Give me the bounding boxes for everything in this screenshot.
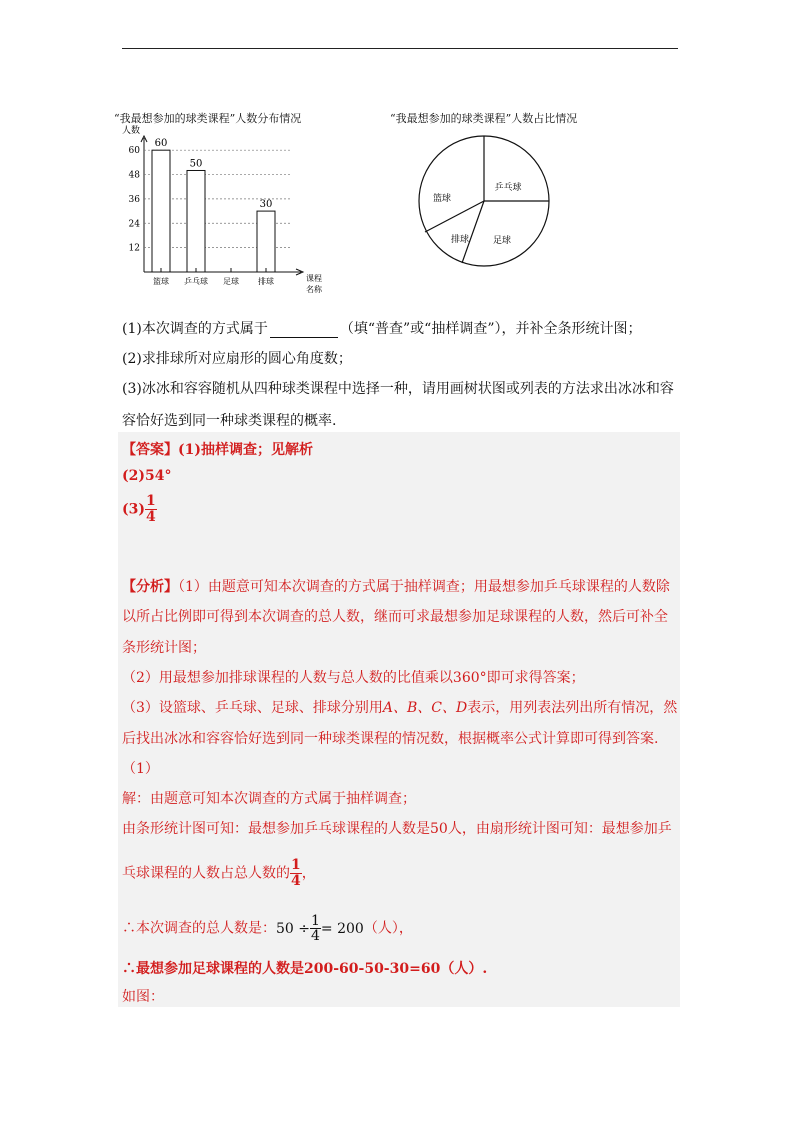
analysis-p3-part-b: 表示，用列表法列出所有情况，然 — [467, 700, 678, 716]
bar-2 — [187, 170, 205, 272]
solution-1-fraction-numerator: 1 — [291, 857, 301, 873]
answer-1: (1)抽样调查；见解析 — [178, 442, 313, 458]
bar-value-label: 60 — [154, 138, 168, 150]
answer-3-denominator: 4 — [146, 509, 156, 525]
analysis-p2: （2）用最想参加排球课程的人数与总人数的比值乘以360°即可求得答案； — [122, 670, 585, 686]
question-2: (2)求排球所对应扇形的圆心角度数； — [122, 351, 352, 367]
solution-1-line-3 — [122, 858, 316, 889]
question-1-prefix: (1)本次调查的方式属于 — [122, 321, 268, 337]
answer-2: (2)54° — [122, 468, 172, 484]
solution-1-line-4 — [122, 914, 413, 943]
analysis-p3-line-2: 后找出冰冰和容容恰好选到同一种球类课程的情况数，根据概率公式计算即可得到答案. — [122, 731, 659, 747]
analysis-p1-line-2: 以所占比例即可得到本次调查的总人数，继而可求最想参加足球课程的人数，然后可补全 — [122, 609, 668, 625]
solution-1-fraction — [290, 858, 302, 889]
bar-y-tick-label: 48 — [128, 170, 140, 181]
answer-blank[interactable] — [270, 323, 338, 338]
header-rule — [122, 48, 678, 49]
equation-left: 50 ÷ — [276, 920, 310, 937]
analysis-p1-line-3: 条形统计图； — [122, 640, 206, 656]
bar-y-axis-label: 人数 — [122, 126, 141, 136]
question-1 — [122, 318, 641, 338]
answer-tag: 【答案】 — [122, 442, 178, 458]
answer-line-1 — [122, 439, 313, 459]
solution-1-line-4-prefix: ∴本次调查的总人数是： — [122, 920, 276, 937]
bar-category-label: 排球 — [258, 277, 274, 286]
bar-x-axis-label-2: 名称 — [306, 285, 322, 294]
equation-fraction — [310, 914, 321, 943]
analysis-p3-line-1 — [122, 697, 677, 717]
question-3-line-2: 容恰好选到同一种球类课程的概率. — [122, 413, 337, 429]
analysis-p1-line-1: （1）由题意可知本次调查的方式属于抽样调查；用最想参加乒乓球课程的人数除 — [178, 579, 670, 595]
analysis-tag: 【分析】 — [122, 579, 178, 595]
pie-chart — [410, 126, 560, 276]
bar-category-label: 篮球 — [153, 277, 169, 286]
bar-value-label: 30 — [259, 199, 273, 211]
pie-slice-label: 足球 — [492, 236, 512, 246]
bar-chart-title: “我最想参加的球类课程”人数分布情况 — [114, 112, 302, 125]
pie-slice-label: 乒乓球 — [494, 183, 522, 193]
bar-y-tick-label: 12 — [128, 243, 140, 254]
bar-value-label: 50 — [189, 158, 203, 170]
bar-y-tick-label: 24 — [128, 219, 140, 230]
solution-1-line-5: ∴最想参加足球课程的人数是200-60-50-30=60（人）. — [122, 961, 488, 977]
pie-slice-label: 排球 — [450, 235, 470, 245]
solution-1-line-6: 如图： — [122, 989, 164, 1005]
answer-3-prefix: (3) — [122, 501, 145, 518]
pie-slice-label: 篮球 — [432, 194, 452, 204]
bar-chart — [108, 120, 340, 302]
bar-category-label: 乒乓球 — [184, 277, 208, 286]
question-1-suffix: （填“普查”或“抽样调查”），并补全条形统计图； — [339, 321, 642, 337]
equation-denominator: 4 — [311, 928, 320, 944]
solution-1-equation — [276, 913, 364, 944]
solution-1-line-2: 由条形统计图可知：最想参加乒乓球课程的人数是50人，由扇形统计图可知：最想参加乒 — [122, 821, 672, 837]
solution-1-fraction-denominator: 4 — [291, 873, 301, 889]
bar-y-tick-label: 60 — [128, 146, 140, 157]
bar-4 — [257, 211, 275, 272]
bar-category-label: 足球 — [223, 277, 239, 286]
question-3-line-1: (3)冰冰和容容随机从四种球类课程中选择一种，请用画树状图或列表的方法求出冰冰和容 — [122, 381, 674, 397]
analysis-p3-part-a: （3）设篮球、乒乓球、足球、排球分别用 — [122, 700, 383, 716]
answer-3-numerator: 1 — [146, 493, 156, 509]
answer-3-fraction — [145, 494, 157, 525]
answer-3 — [122, 494, 157, 525]
pie-chart-title: “我最想参加的球类课程”人数占比情况 — [390, 112, 578, 125]
bar-x-axis-label-1: 课程 — [306, 274, 322, 283]
bar-1 — [152, 150, 170, 272]
solution-1-line-1: 解：由题意可知本次调查的方式属于抽样调查； — [122, 791, 416, 807]
solution-1-line-3-prefix: 乓球课程的人数占总人数的 — [122, 865, 290, 882]
solution-1-header: （1） — [122, 761, 159, 777]
bar-y-tick-label: 36 — [128, 194, 140, 205]
analysis-line-1 — [122, 576, 670, 596]
equation-right: = 200 — [320, 920, 364, 937]
equation-numerator: 1 — [311, 913, 320, 929]
analysis-p3-letters: A、B、C、D — [382, 700, 468, 716]
solution-1-line-4-suffix: （人）， — [363, 920, 413, 937]
solution-1-line-3-suffix: ， — [301, 865, 316, 882]
